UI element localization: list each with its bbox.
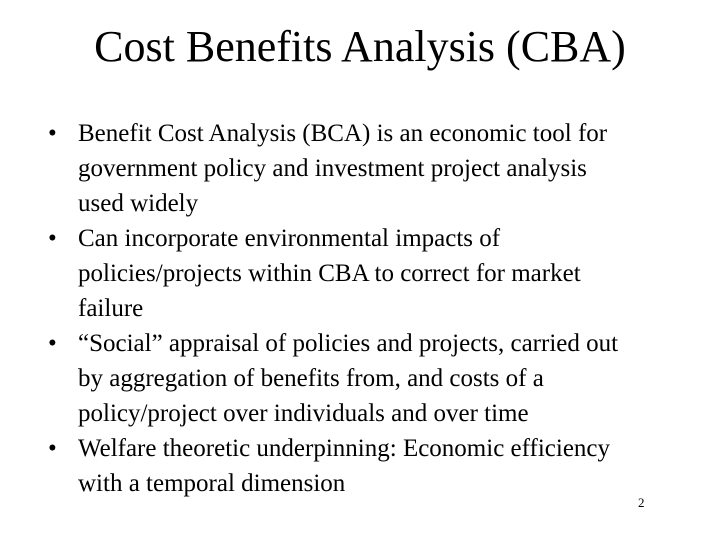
bullet-line: used widely xyxy=(78,190,199,217)
bullet-marker: • xyxy=(48,225,57,252)
bullet-item xyxy=(48,221,698,326)
bullet-marker: • xyxy=(48,120,57,147)
bullet-line: Can incorporate environmental impacts of xyxy=(78,225,501,252)
bullet-line: policies/projects within CBA to correct for market xyxy=(78,260,581,287)
bullet-line: Benefit Cost Analysis (BCA) is an economic tool for xyxy=(78,120,608,147)
bullet-item xyxy=(48,431,698,501)
bullet-line: policy/project over individuals and over time xyxy=(78,400,529,427)
slide-title: Cost Benefits Analysis (CBA) xyxy=(94,22,626,71)
bullet-line: with a temporal dimension xyxy=(78,470,346,497)
bullet-marker: • xyxy=(48,435,57,462)
bullet-line: “Social” appraisal of policies and projects, carried out xyxy=(78,330,619,357)
bullet-item xyxy=(48,116,698,221)
bullet-line: failure xyxy=(78,295,144,322)
bullet-line: by aggregation of benefits from, and costs of a xyxy=(78,365,544,392)
bullet-line: Welfare theoretic underpinning: Economic efficiency xyxy=(78,435,611,462)
page-number: 2 xyxy=(638,495,645,510)
bullet-marker: • xyxy=(48,330,57,357)
bullet-line: government policy and investment project analysis xyxy=(78,155,587,182)
bullet-item xyxy=(48,326,698,431)
bullet-list xyxy=(48,116,698,501)
